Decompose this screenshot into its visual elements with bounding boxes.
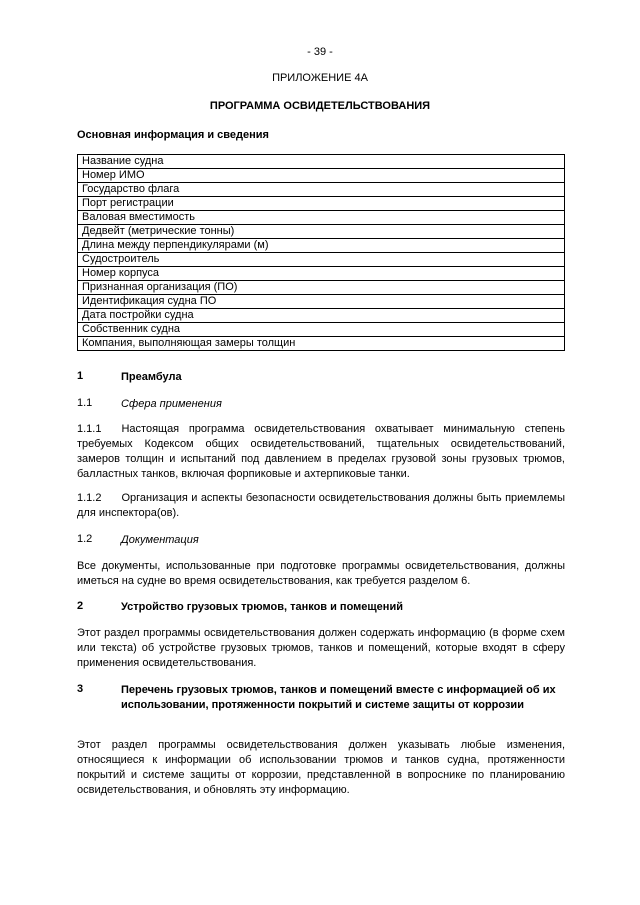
table-cell: Дата постройки судна [78, 309, 565, 323]
section-2-number: 2 [77, 600, 84, 612]
table-cell: Судостроитель [78, 253, 565, 267]
section-2-paragraph [77, 626, 565, 671]
table-cell: Длина между перпендикулярами (м) [78, 239, 565, 253]
section-1-2-number: 1.2 [77, 533, 93, 545]
section-1-2-text: Все документы, использованные при подготовке программы освидетельствования, должны иметься на судне во время освидетельствования, как требуется разделом 6. [77, 560, 565, 587]
table-cell: Название судна [78, 155, 565, 169]
table-row [78, 337, 565, 351]
section-1-1-2-paragraph [77, 491, 565, 521]
table-cell: Номер корпуса [78, 267, 565, 281]
table-row [78, 253, 565, 267]
table-cell: Номер ИМО [78, 169, 565, 183]
table-cell: Валовая вместимость [78, 211, 565, 225]
section-1-1-1-text: Настоящая программа освидетельствования охватывает минимальную степень требуемых Кодексом общих освидетельствований, тщательных освидетельствований, замеров толщин и испытаний под давлением в пределах грузовой зоны грузовых трюмов, балластных танков, включая форпиковые и ахтерпиковые танки. [77, 423, 565, 480]
section-1-1-number: 1.1 [77, 397, 93, 409]
table-cell: Порт регистрации [78, 197, 565, 211]
section-2-text: Этот раздел программы освидетельствования должен содержать информацию (в форме схем или текста) об устройстве грузовых трюмов, танков и помещений, которые входят в сферу применения освидетельствования. [77, 627, 565, 669]
appendix-label: ПРИЛОЖЕНИЕ 4А [272, 72, 368, 84]
section-3-title: Перечень грузовых трюмов, танков и помещений вместе с информацией об их использовании, протяженности покрытий и системе защиты от коррозии [121, 684, 556, 711]
table-row [78, 169, 565, 183]
table-row [78, 323, 565, 337]
section-3-paragraph [77, 738, 565, 798]
table-row [78, 239, 565, 253]
section-1-1-title: Сфера применения [121, 398, 222, 410]
section-1-title: Преамбула [121, 371, 182, 383]
table-row [78, 183, 565, 197]
table-cell: Идентификация судна ПО [78, 295, 565, 309]
page-number: - 39 - [307, 46, 333, 58]
info-heading: Основная информация и сведения [77, 129, 269, 141]
table-row [78, 155, 565, 169]
document-title: ПРОГРАММА ОСВИДЕТЕЛЬСТВОВАНИЯ [209, 100, 431, 112]
section-1-number: 1 [77, 370, 84, 382]
section-2-title: Устройство грузовых трюмов, танков и помещений [121, 601, 403, 613]
table-row [78, 225, 565, 239]
section-1-1-2-number: 1.1.2 [77, 492, 102, 504]
table-cell: Государство флага [78, 183, 565, 197]
section-1-1-2-text: Организация и аспекты безопасности освидетельствования должны быть приемлемы для инспектора(ов). [77, 492, 565, 519]
table-row [78, 267, 565, 281]
section-1-1-1-paragraph [77, 422, 565, 482]
table-row [78, 295, 565, 309]
section-1-1-1-number: 1.1.1 [77, 423, 102, 435]
table-cell: Собственник судна [78, 323, 565, 337]
table-row [78, 197, 565, 211]
info-table [77, 154, 565, 351]
table-cell: Признанная организация (ПО) [78, 281, 565, 295]
table-cell: Компания, выполняющая замеры толщин [78, 337, 565, 351]
section-1-2-paragraph [77, 559, 565, 589]
section-3-text: Этот раздел программы освидетельствования должен указывать любые изменения, относящиеся к информации об использовании трюмов и танков судна, протяженности покрытий и системе защиты от коррозии, представленной в вопроснике по планированию освидетельствования, и обновлять эту информацию. [77, 739, 565, 796]
section-3-number: 3 [77, 683, 84, 695]
table-row [78, 211, 565, 225]
table-row [78, 309, 565, 323]
section-1-2-title: Документация [121, 534, 199, 546]
table-row [78, 281, 565, 295]
table-cell: Дедвейт (метрические тонны) [78, 225, 565, 239]
